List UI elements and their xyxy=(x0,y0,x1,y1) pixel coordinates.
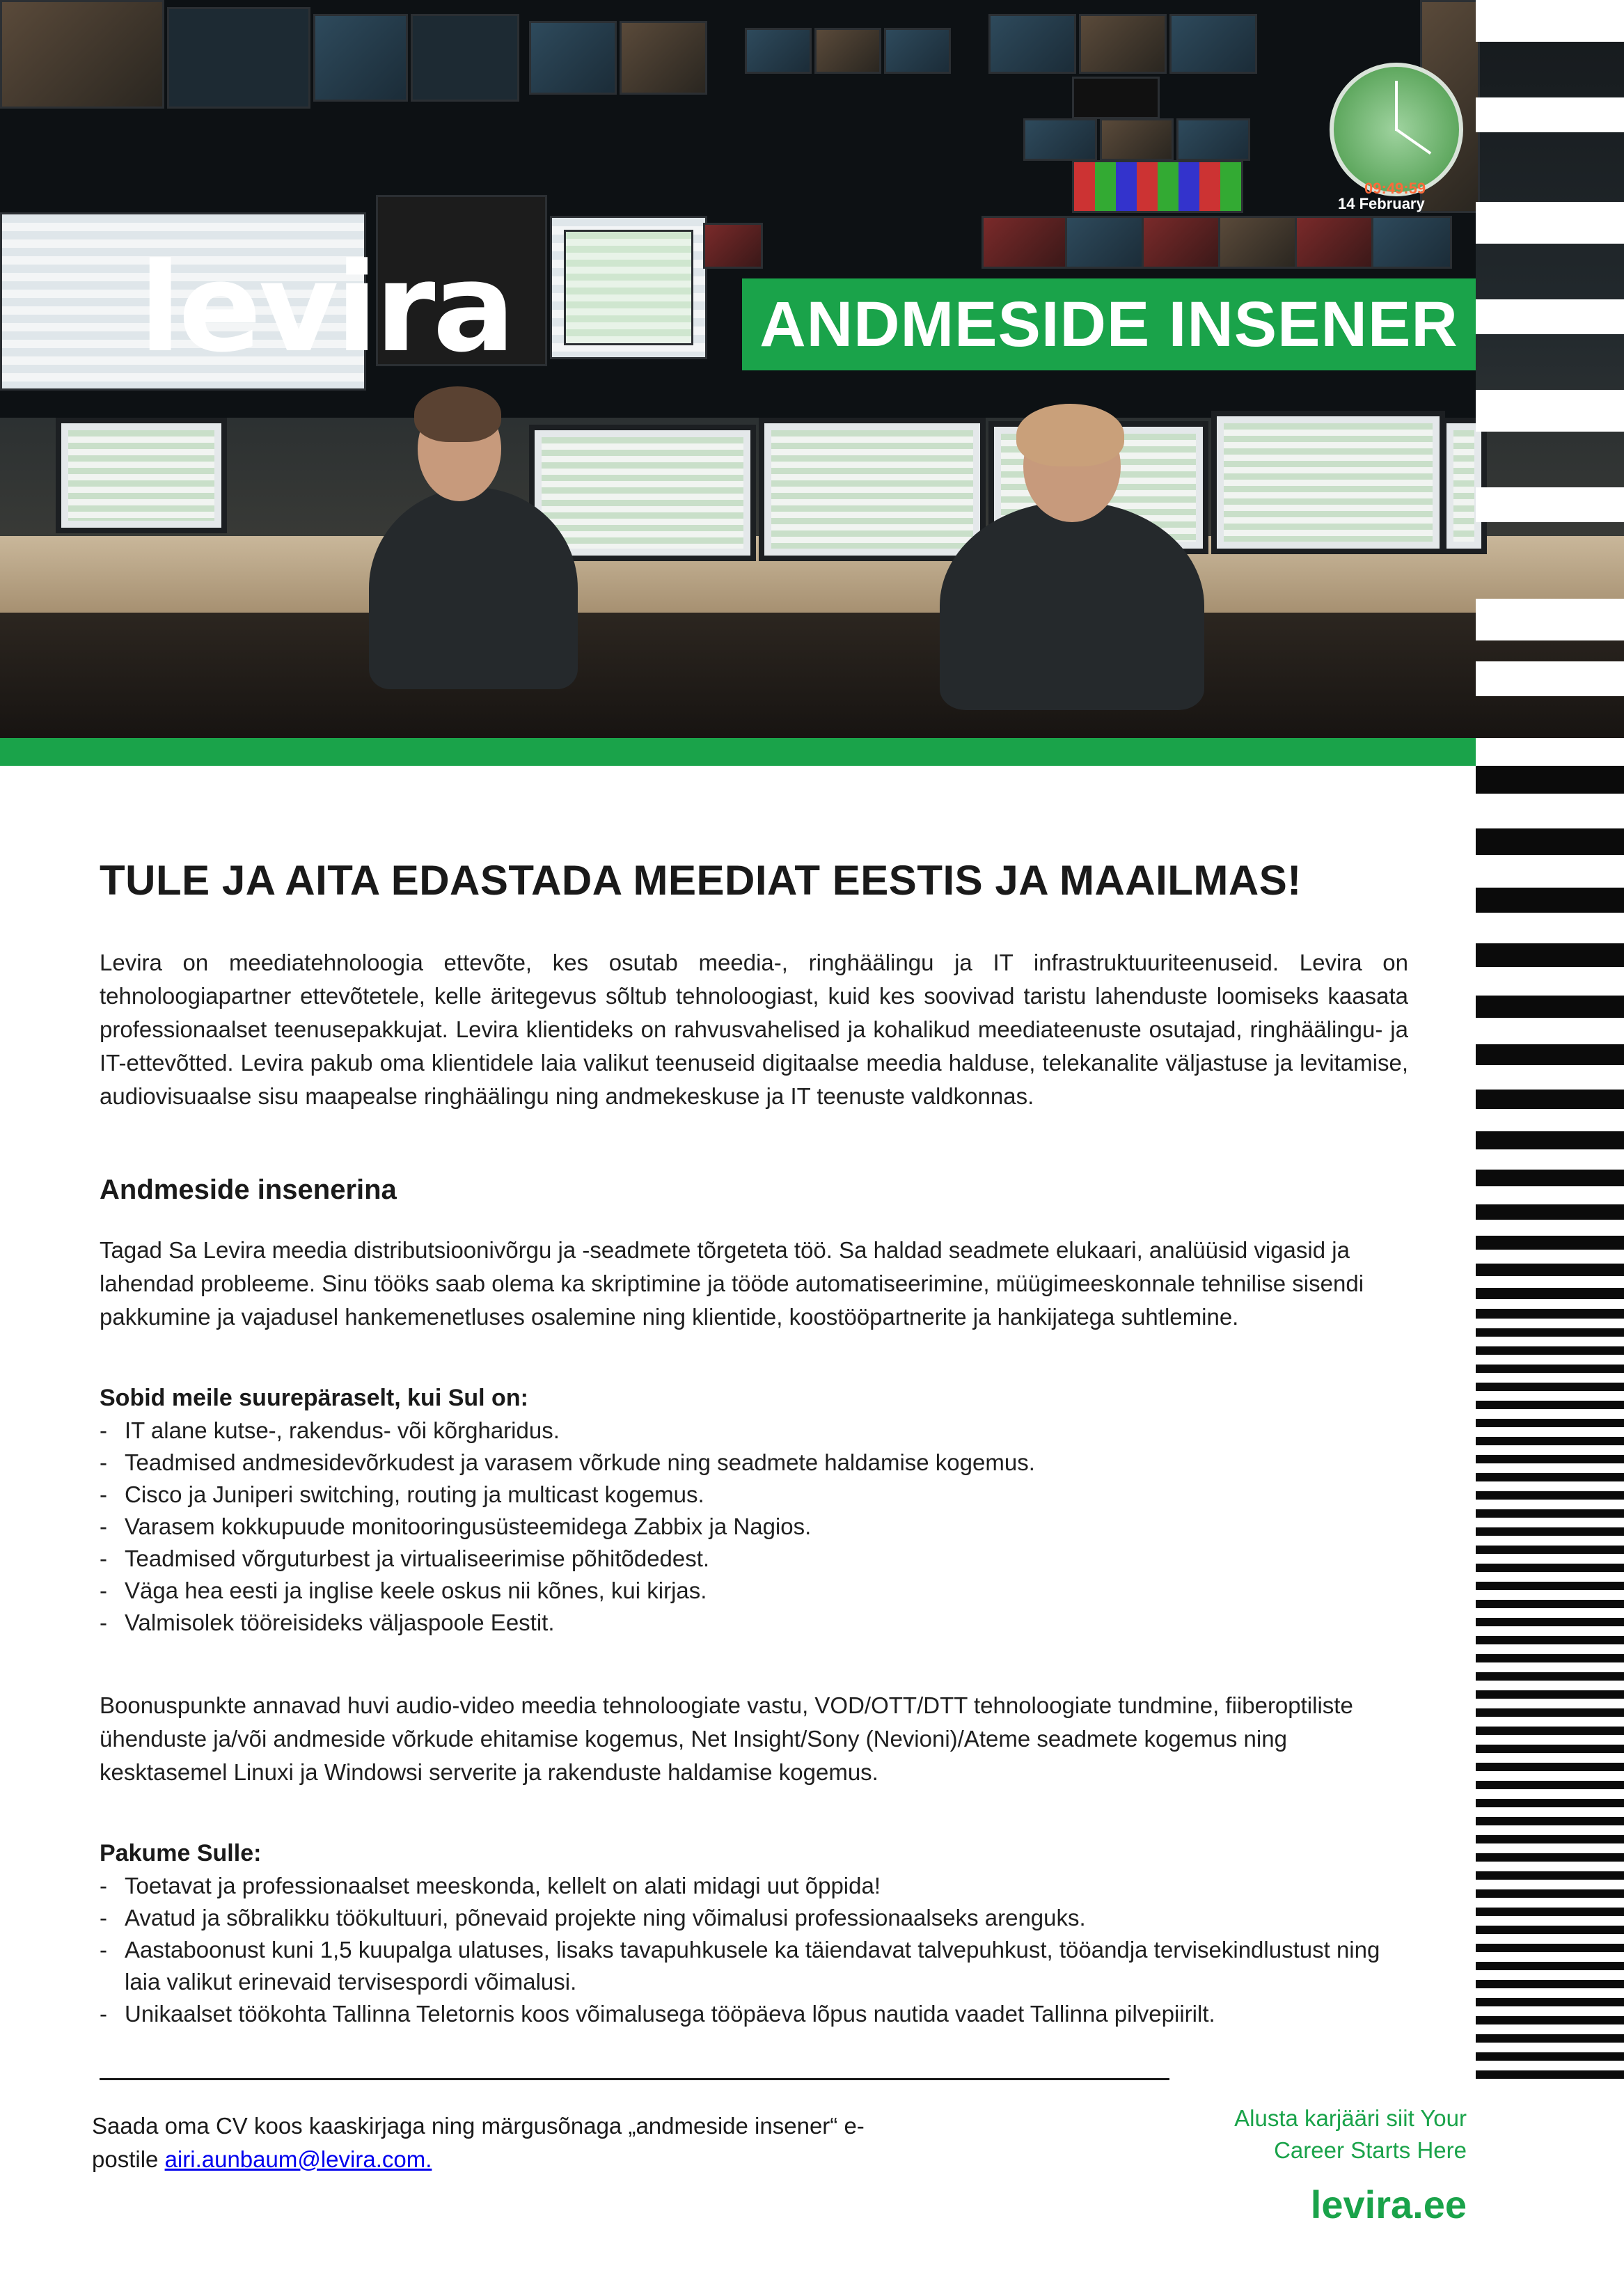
list-item: - Avatud ja sõbralikku töökultuuri, põnevaid projekte ning võimalusi professionaalseks arenguks. xyxy=(100,1902,1408,1934)
wall-screen xyxy=(1072,160,1243,213)
stripe xyxy=(1476,828,1624,855)
desk-monitor xyxy=(759,418,986,561)
stripe xyxy=(1476,1204,1624,1220)
stripe xyxy=(1476,1600,1624,1608)
website-link[interactable]: levira.ee xyxy=(1310,2183,1467,2226)
stripe xyxy=(1476,599,1624,640)
stripe xyxy=(1476,1672,1624,1681)
wall-screen xyxy=(745,28,812,74)
stripe xyxy=(1476,1654,1624,1662)
stripe xyxy=(1476,1582,1624,1590)
wall-screen xyxy=(564,230,693,345)
headline: TULE JA AITA EDASTADA MEEDIAT EESTIS JA MAAILMAS! xyxy=(100,857,1302,904)
wall-screen xyxy=(982,216,1069,269)
stripe xyxy=(1476,1090,1624,1109)
stripe xyxy=(1476,1131,1624,1149)
apply-text: Saada oma CV koos kaaskirjaga ning märgusõnaga „andmeside insener“ e-postile xyxy=(92,2113,865,2172)
role-paragraph: Tagad Sa Levira meedia distributsioonivõrgu ja -seadmete tõrgeteta töö. Sa haldad seadmete elukaari, analüüsid vigasid ja lahendad probleeme. Sinu tööks saab olema ka skriptimine ja tööde automatiseerimine, müügimeeskonnale tehnilise sisendi pakkumine ja vajadusel hankemenetluses osalemine ning klientide, koostööpartnerite ja hankijatega suhtlemine. xyxy=(100,1237,1364,1330)
stripe xyxy=(1476,1309,1624,1319)
wall-screen xyxy=(1100,118,1174,161)
stripe xyxy=(1476,1527,1624,1536)
stripe xyxy=(1476,1799,1624,1807)
list-item: - Teadmised andmesidevõrkudest ja varasem võrkude ning seadmete haldamise kogemus. xyxy=(100,1447,1408,1479)
stripe xyxy=(1476,1455,1624,1463)
stripe xyxy=(1476,487,1624,522)
stripe xyxy=(1476,1745,1624,1753)
operator-right-hair xyxy=(1016,404,1124,466)
stripe xyxy=(1476,1727,1624,1735)
stripe xyxy=(1476,1871,1624,1880)
stripe xyxy=(1476,1473,1624,1481)
wall-screen xyxy=(1079,14,1167,74)
hero-image xyxy=(0,0,1624,738)
offer-heading: Pakume Sulle: xyxy=(100,1840,262,1866)
list-item: - Varasem kokkupuude monitooringusüsteemidega Zabbix ja Nagios. xyxy=(100,1511,1408,1543)
stripe xyxy=(1476,1962,1624,1970)
wall-screen xyxy=(1169,14,1257,74)
levira-logo: levira xyxy=(139,237,513,379)
stripe xyxy=(1476,2034,1624,2043)
operator-right xyxy=(940,501,1204,710)
stripe xyxy=(1476,1944,1624,1952)
stripe xyxy=(1476,1708,1624,1717)
desk-shadow xyxy=(0,613,1624,738)
offer-list xyxy=(100,1870,1408,2030)
list-item: - Teadmised võrguturbest ja virtualiseerimise põhitõdedest. xyxy=(100,1543,1408,1575)
operator-left xyxy=(369,487,578,689)
wall-screen xyxy=(0,0,164,109)
intro-paragraph: Levira on meediatehnoloogia ettevõte, kes osutab meedia-, ringhäälingu ja IT infrastruktuuriteenuseid. Levira on tehnoloogiapartner ettevõtetele, kelle äritegevus sõltub tehnoloogiast, kuid kes soovivad taristu lahenduste loomiseks kaasata professionaalset teenusepakkujat. Levira klientideks on rahvusvahelised ja kohalikud meediateenuste osutajad, ringhäälingu- ja IT-ettevõtted. Levira pakub oma klientidele laia valikut teenuseid digitaalse meedia halduse, telekanalite väljastuse ja levitamise, audiovisuaalse sisu maapealse ringhäälingu ning andmekeskuse ja IT teenuste valdkonnas. xyxy=(100,950,1408,1109)
stripe xyxy=(1476,1618,1624,1626)
job-title: ANDMESIDE INSENER xyxy=(759,288,1458,360)
wall-screen xyxy=(167,7,310,109)
stripe xyxy=(1476,0,1624,42)
job-description xyxy=(100,856,1408,2030)
job-title-band xyxy=(742,278,1476,370)
stripe xyxy=(1476,1564,1624,1572)
wall-screen xyxy=(1065,216,1146,269)
apply-instructions xyxy=(92,2109,872,2176)
stripe xyxy=(1476,1889,1624,1898)
list-item: - Aastaboonust kuni 1,5 kuupalga ulatuses, lisaks tavapuhkusele ka täiendavat talvepuhkust, tööandja tervisekindlustust ning laia valikut erinevaid tervisespordi võimalusi. xyxy=(100,1934,1408,1998)
stripe xyxy=(1476,1817,1624,1825)
stripe xyxy=(1476,299,1624,334)
wall-screen xyxy=(703,223,763,269)
stripe xyxy=(1476,2070,1624,2079)
stripe xyxy=(1476,1509,1624,1518)
stripe xyxy=(1476,97,1624,132)
stripe xyxy=(1476,2052,1624,2061)
stripe xyxy=(1476,1926,1624,1934)
wall-screen xyxy=(814,28,881,74)
bonus-paragraph: Boonuspunkte annavad huvi audio-video meedia tehnoloogiate vastu, VOD/OTT/DTT tehnoloogiate tundmine, fiiberoptiliste ühenduste ja/või andmeside võrkude ehitamise kogemus, Net Insight/Sony (Nevioni)/Ateme seadmete kogemus ning kesktasemel Linuxi ja Windowsi serverite ja rakenduste haldamise kogemus. xyxy=(100,1692,1353,1785)
stripe xyxy=(1476,1236,1624,1250)
wall-screen xyxy=(884,28,951,74)
stripe xyxy=(1476,1346,1624,1355)
list-item: - Väga hea eesti ja inglise keele oskus nii kõnes, kui kirjas. xyxy=(100,1575,1408,1607)
wall-screen xyxy=(411,14,519,102)
stripe xyxy=(1476,202,1624,244)
stripe xyxy=(1476,996,1624,1018)
stripe xyxy=(1476,1437,1624,1445)
stripe xyxy=(1476,1908,1624,1916)
stripe xyxy=(1476,1365,1624,1373)
list-item: - Unikaalset töökohta Tallinna Teletornis koos võimalusega tööpäeva lõpus nautida vaadet Tallinna pilvepiirilt. xyxy=(100,1998,1408,2030)
footer-branding xyxy=(1049,2102,1467,2227)
stripe xyxy=(1476,1781,1624,1789)
stripe xyxy=(1476,888,1624,913)
clock-time: 09:49:59 xyxy=(1364,180,1426,197)
stripe xyxy=(1476,1980,1624,1988)
desk-monitor xyxy=(56,418,227,533)
stripe xyxy=(1476,1853,1624,1862)
role-heading: Andmeside insenerina xyxy=(100,1174,397,1205)
wall-screen xyxy=(1176,118,1250,161)
wall-screen xyxy=(1371,216,1452,269)
requirements-heading: Sobid meile suurepäraselt, kui Sul on: xyxy=(100,1385,528,1411)
stripe xyxy=(1476,1636,1624,1644)
stripe xyxy=(1476,1546,1624,1554)
wall-clock-screen xyxy=(1072,77,1160,119)
stripe xyxy=(1476,2016,1624,2024)
stripe xyxy=(1476,390,1624,432)
wall-screen xyxy=(1218,216,1299,269)
list-item: - IT alane kutse-, rakendus- või kõrgharidus. xyxy=(100,1415,1408,1447)
stripe xyxy=(1476,943,1624,967)
stripe xyxy=(1476,1383,1624,1391)
list-item: - Valmisolek tööreisideks väljaspoole Eestit. xyxy=(100,1607,1408,1639)
decorative-stripes xyxy=(1476,0,1624,2082)
stripe xyxy=(1476,661,1624,696)
stripe xyxy=(1476,1401,1624,1409)
list-item: - Toetavat ja professionaalset meeskonda, kellelt on alati midagi uut õppida! xyxy=(100,1870,1408,1902)
wall-screen xyxy=(313,14,408,102)
tagline-line-1: Alusta karjääri siit Your xyxy=(1234,2105,1467,2131)
wall-screen xyxy=(1295,216,1375,269)
clock-icon xyxy=(1330,63,1463,196)
stripe xyxy=(1476,1328,1624,1337)
stripe xyxy=(1476,1998,1624,2006)
stripe xyxy=(1476,1491,1624,1500)
requirements-list xyxy=(100,1415,1408,1639)
stripe xyxy=(1476,1690,1624,1699)
stripe xyxy=(1476,1264,1624,1276)
tagline-line-2: Career Starts Here xyxy=(1274,2137,1467,2163)
stripe xyxy=(1476,1835,1624,1843)
stripe xyxy=(1476,766,1624,794)
stripe xyxy=(1476,1419,1624,1427)
stripe xyxy=(1476,1170,1624,1186)
stripe xyxy=(1476,1288,1624,1299)
stripe xyxy=(1476,1044,1624,1065)
wall-screen xyxy=(1023,118,1097,161)
email-link[interactable]: airi.aunbaum@levira.com. xyxy=(164,2146,432,2172)
wall-screen xyxy=(620,21,707,95)
wall-screen xyxy=(1142,216,1222,269)
clock-date: 14 February xyxy=(1338,195,1425,212)
hero-accent-bar xyxy=(0,738,1476,766)
list-item: - Cisco ja Juniperi switching, routing ja multicast kogemus. xyxy=(100,1479,1408,1511)
operator-left-hair xyxy=(414,386,501,442)
wall-screen xyxy=(988,14,1076,74)
stripe xyxy=(1476,1763,1624,1771)
desk-monitor xyxy=(1211,411,1445,554)
footer-divider xyxy=(100,2078,1169,2080)
wall-screen xyxy=(529,21,617,95)
